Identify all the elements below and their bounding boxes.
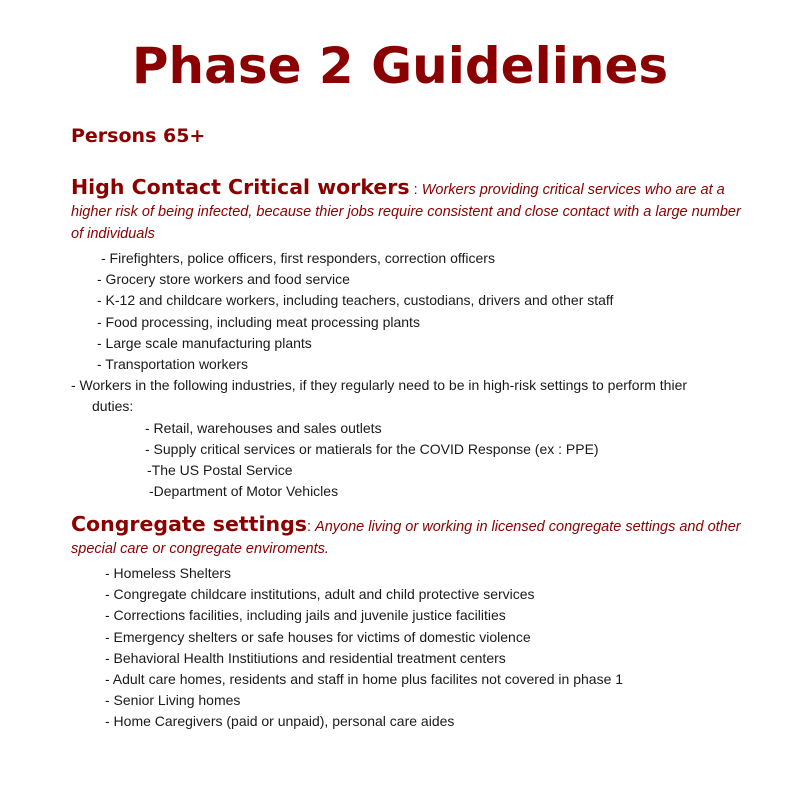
section-congregate-settings [71,513,746,733]
list-item: - Behavioral Health Institiutions and residential treatment centers [105,649,506,666]
list-item: - Home Caregivers (paid or unpaid), personal care aides [105,713,455,730]
section-description: Workers providing critical services who are at a higher risk of being infected, because thier jobs require consistent and close contact with a large number of individuals [71,182,741,242]
list-item: - Adult care homes, residents and staff in home plus facilites not covered in phase 1 [105,671,624,688]
page-title: Phase 2 Guidelines [131,37,669,95]
list-item: - Homeless Shelters [105,565,232,581]
section-description: Anyone living or working in licensed congregate settings and other special care or congregate enviroments. [71,519,741,557]
section-separator: : [409,182,422,198]
section-high-contact-workers [71,176,746,502]
list-item: - Transportation workers [97,356,248,373]
section-separator: : [306,519,316,535]
sub-list-item: - Retail, warehouses and sales outlets [145,419,382,436]
list-item: - Senior Living homes [105,692,241,709]
section-title: High Contact Critical workers [71,175,410,199]
sub-list-item: -Department of Motor Vehicles [149,483,339,500]
list-item: - Food processing, including meat processing plants [97,313,420,330]
list-item: - Emergency shelters or safe houses for victims of domestic violence [105,628,531,645]
list-item: - Firefighters, police officers, first responders, correction officers [101,250,495,266]
setting-list [71,563,746,733]
sub-list-item: - Supply critical services or matierals for the COVID Response (ex : PPE) [145,440,599,457]
section-heading [71,176,746,245]
persons-65-heading: Persons 65+ [71,125,206,147]
section-title: Congregate settings [71,512,307,536]
list-item: - K-12 and childcare workers, including teachers, custodians, drivers and other staff [97,292,614,309]
list-item: - Grocery store workers and food service [97,271,350,288]
worker-list [71,248,746,502]
list-item: - Workers in the following industries, if they regularly need to be in high-risk settings to perform thier duties: [71,377,688,415]
sub-list-item: -The US Postal Service [147,462,293,479]
list-item: - Large scale manufacturing plants [97,334,312,351]
section-heading [71,513,746,560]
list-item: - Congregate childcare institutions, adult and child protective services [105,586,535,603]
list-item: - Corrections facilities, including jails and juvenile justice facilities [105,607,506,624]
